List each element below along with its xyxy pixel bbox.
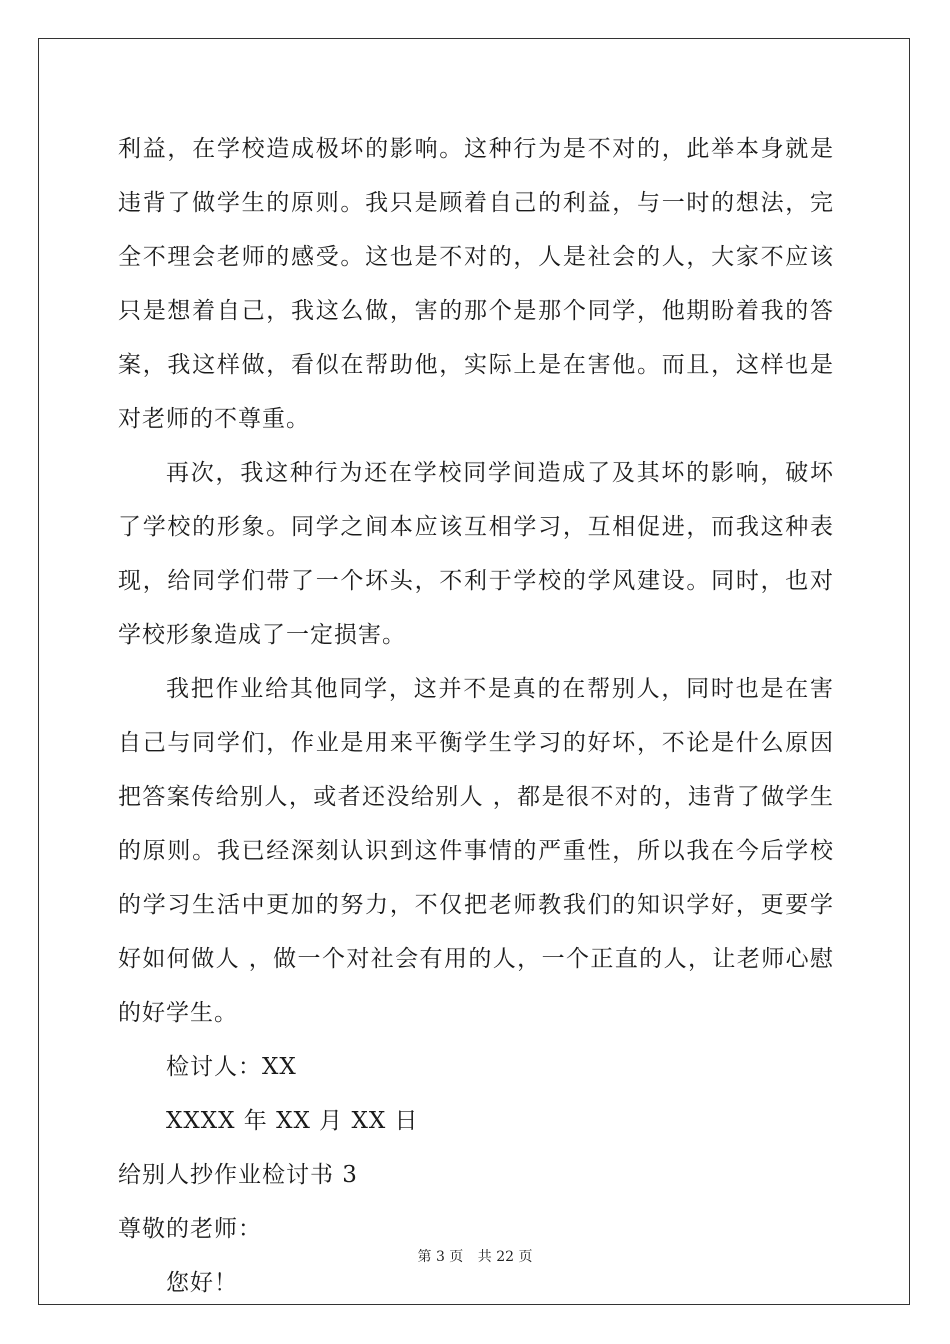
salutation: 尊敬的老师： [118, 1216, 262, 1242]
paragraph-reflection: 我把作业给其他同学，这并不是真的在帮别人，同时也是在害自己与同学们，作业是用来平衡学生学习的好坏，不论是什么原因把答案传给别人，或者还没给别人 ，都是很不对的，违背了做学生的原则。我已经深刻认识到这件事情的严重性，所以我在今后学校的学习生活中更加的努力，不仅把老师教我们的知识学好，更要学好如何做人 ，做一个对社会有用的人，一个正直的人，让老师心慰的好学生。 [118, 676, 834, 1026]
paragraph-consequences: 利益，在学校造成极坏的影响。这种行为是不对的，此举本身就是违背了做学生的原则。我只是顾着自己的利益，与一时的想法，完全不理会老师的感受。这也是不对的，人是社会的人，大家不应该只是想着自己，我这么做，害的那个是那个同学，他期盼着我的答案，我这样做，看似在帮助他，实际上是在害他。而且，这样也是对老师的不尊重。 [118, 136, 834, 432]
page-footer [0, 1246, 950, 1266]
page-total: 共 22 页 [477, 1249, 533, 1265]
date-line: XXXX 年 XX 月 XX 日 [166, 1108, 419, 1134]
page-number: 第 3 页 [417, 1249, 464, 1265]
document-body [118, 122, 834, 1310]
signature-line: 检讨人：XX [166, 1054, 297, 1080]
greeting: 您好！ [166, 1270, 238, 1296]
section-title: 给别人抄作业检讨书 3 [118, 1162, 358, 1188]
paragraph-school-impact: 再次，我这种行为还在学校同学间造成了及其坏的影响，破坏了学校的形象。同学之间本应该互相学习，互相促进，而我这种表现，给同学们带了一个坏头，不利于学校的学风建设。同时，也对学校形象造成了一定损害。 [118, 460, 834, 648]
